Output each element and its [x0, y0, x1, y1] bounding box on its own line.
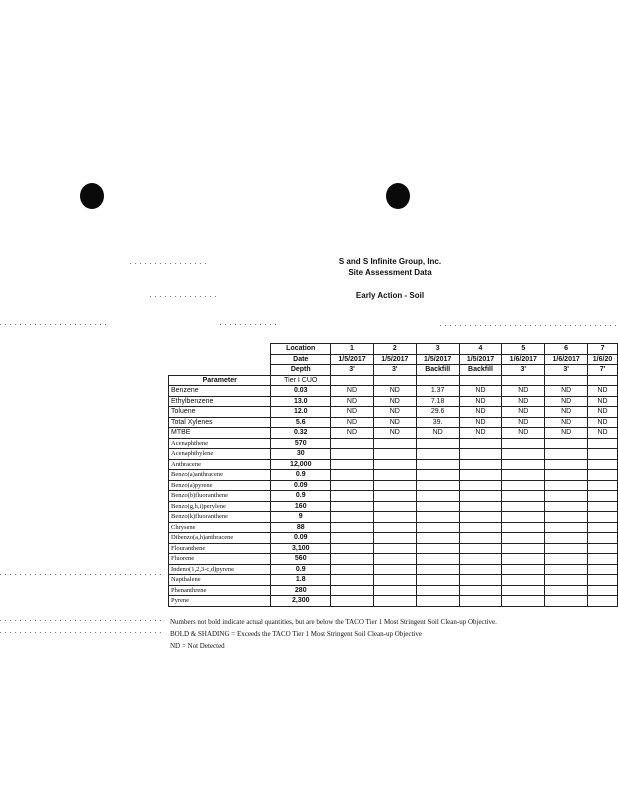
- result-cell: ND: [331, 417, 374, 428]
- table-row: [169, 522, 618, 533]
- result-cell: ND: [545, 407, 588, 418]
- result-cell: [588, 564, 618, 575]
- result-cell: [373, 585, 416, 596]
- result-cell: ND: [373, 386, 416, 397]
- result-cell: [416, 459, 459, 470]
- result-cell: [459, 438, 502, 449]
- cuo-value: 12,000: [271, 459, 331, 470]
- parameter-name: Benzo(g,h,i)perylene: [169, 501, 271, 512]
- result-cell: [588, 585, 618, 596]
- table-row: [169, 554, 618, 565]
- scan-noise: [0, 324, 110, 325]
- result-cell: [416, 438, 459, 449]
- result-cell: [331, 543, 374, 554]
- blank-cell: [416, 375, 459, 386]
- result-cell: [459, 512, 502, 523]
- result-cell: [331, 438, 374, 449]
- result-cell: [588, 543, 618, 554]
- parameter-name: Flouranthene: [169, 543, 271, 554]
- result-cell: [331, 491, 374, 502]
- result-cell: [545, 522, 588, 533]
- result-cell: ND: [588, 428, 618, 439]
- result-cell: [502, 449, 545, 460]
- result-cell: [331, 449, 374, 460]
- header-cell: 3': [373, 365, 416, 376]
- result-cell: [373, 533, 416, 544]
- scan-noise: [0, 620, 165, 621]
- blank-cell: [373, 375, 416, 386]
- result-cell: [331, 470, 374, 481]
- table-row: [169, 386, 618, 397]
- result-cell: [545, 449, 588, 460]
- result-cell: [373, 491, 416, 502]
- result-cell: [502, 480, 545, 491]
- result-cell: [373, 596, 416, 607]
- result-cell: [545, 564, 588, 575]
- result-cell: [331, 596, 374, 607]
- header-label: Depth: [271, 365, 331, 376]
- result-cell: [502, 512, 545, 523]
- cuo-value: 3,100: [271, 543, 331, 554]
- result-cell: [416, 512, 459, 523]
- result-cell: [545, 480, 588, 491]
- parameter-name: Benzene: [169, 386, 271, 397]
- header-label: Location: [271, 344, 331, 355]
- result-cell: [502, 522, 545, 533]
- result-cell: [502, 438, 545, 449]
- scan-noise: [0, 632, 165, 633]
- result-cell: [416, 470, 459, 481]
- result-cell: ND: [331, 396, 374, 407]
- result-cell: [588, 480, 618, 491]
- result-cell: [545, 438, 588, 449]
- result-cell: [416, 480, 459, 491]
- result-cell: [545, 491, 588, 502]
- result-cell: [373, 449, 416, 460]
- result-cell: [588, 459, 618, 470]
- header-cell: 1/6/2017: [545, 354, 588, 365]
- parameter-name: Toluene: [169, 407, 271, 418]
- table-row: [169, 470, 618, 481]
- result-cell: [459, 522, 502, 533]
- result-cell: [373, 564, 416, 575]
- blank-cell: [545, 375, 588, 386]
- result-cell: 7.18: [416, 396, 459, 407]
- table-row: [169, 491, 618, 502]
- result-cell: ND: [502, 428, 545, 439]
- parameter-name: Pyrene: [169, 596, 271, 607]
- blank-cell: [331, 375, 374, 386]
- result-cell: ND: [373, 396, 416, 407]
- table-row: [169, 428, 618, 439]
- result-cell: [545, 459, 588, 470]
- result-cell: ND: [502, 407, 545, 418]
- parameter-name: Total Xylenes: [169, 417, 271, 428]
- result-cell: ND: [545, 386, 588, 397]
- result-cell: [588, 596, 618, 607]
- result-cell: [373, 543, 416, 554]
- header-cell: Backfill: [416, 365, 459, 376]
- note-not-bold: Numbers not bold indicate actual quantities, but are below the TACO Tier 1 Most Stringent Soil Clean-up Objective.: [170, 618, 497, 626]
- table-row: [169, 438, 618, 449]
- blank-cell: [502, 375, 545, 386]
- cuo-value: 570: [271, 438, 331, 449]
- scan-noise: [150, 296, 220, 297]
- result-cell: [416, 501, 459, 512]
- result-cell: [588, 491, 618, 502]
- header-cell: 1: [331, 344, 374, 355]
- table-row: [169, 596, 618, 607]
- result-cell: [416, 585, 459, 596]
- result-cell: [545, 533, 588, 544]
- result-cell: ND: [459, 407, 502, 418]
- cuo-value: 0.32: [271, 428, 331, 439]
- result-cell: [373, 512, 416, 523]
- result-cell: [331, 459, 374, 470]
- result-cell: [331, 564, 374, 575]
- header-cell: 5: [502, 344, 545, 355]
- header-cell: 1/5/2017: [459, 354, 502, 365]
- parameter-name: Benzo(a)pyrene: [169, 480, 271, 491]
- parameter-name: Phenanthrene: [169, 585, 271, 596]
- result-cell: [502, 596, 545, 607]
- result-cell: [459, 470, 502, 481]
- result-cell: [459, 543, 502, 554]
- parameter-name: Napthalene: [169, 575, 271, 586]
- result-cell: [545, 470, 588, 481]
- blank-cell: [169, 354, 271, 365]
- result-cell: [416, 449, 459, 460]
- parameter-header-row: [169, 375, 618, 386]
- result-cell: [588, 512, 618, 523]
- result-cell: [502, 491, 545, 502]
- header-cell: 7': [588, 365, 618, 376]
- scan-noise: [220, 324, 280, 325]
- result-cell: ND: [373, 417, 416, 428]
- result-cell: [331, 575, 374, 586]
- result-cell: [588, 554, 618, 565]
- result-cell: [588, 449, 618, 460]
- result-cell: [502, 585, 545, 596]
- cuo-value: 160: [271, 501, 331, 512]
- table-row: [169, 459, 618, 470]
- result-cell: [588, 575, 618, 586]
- result-cell: ND: [331, 386, 374, 397]
- parameter-name: Ethylbenzene: [169, 396, 271, 407]
- note-bold-shading: BOLD & SHADING = Exceeds the TACO Tier 1 Most Stringent Soil Clean-up Objective: [170, 630, 422, 638]
- header-row: [169, 365, 618, 376]
- result-cell: [373, 438, 416, 449]
- result-cell: ND: [588, 417, 618, 428]
- result-cell: ND: [373, 428, 416, 439]
- result-cell: [416, 554, 459, 565]
- header-cell: Backfill: [459, 365, 502, 376]
- result-cell: [416, 564, 459, 575]
- result-cell: ND: [545, 417, 588, 428]
- result-cell: 39.: [416, 417, 459, 428]
- result-cell: [331, 554, 374, 565]
- result-cell: [416, 522, 459, 533]
- result-cell: ND: [545, 428, 588, 439]
- result-cell: [502, 501, 545, 512]
- result-cell: [459, 585, 502, 596]
- header-row: [169, 354, 618, 365]
- blank-cell: [169, 365, 271, 376]
- result-cell: [373, 522, 416, 533]
- header-cell: 3': [331, 365, 374, 376]
- result-cell: ND: [588, 396, 618, 407]
- result-cell: [459, 596, 502, 607]
- cuo-value: 5.6: [271, 417, 331, 428]
- cuo-value: 0.9: [271, 470, 331, 481]
- result-cell: [373, 480, 416, 491]
- cuo-value: 12.0: [271, 407, 331, 418]
- cuo-value: 0.09: [271, 480, 331, 491]
- blank-cell: [169, 344, 271, 355]
- report-subtitle: Site Assessment Data: [348, 268, 432, 277]
- parameter-name: Fluorene: [169, 554, 271, 565]
- result-cell: [459, 459, 502, 470]
- parameter-name: Benzo(a)anthracene: [169, 470, 271, 481]
- header-cell: 1/5/2017: [331, 354, 374, 365]
- result-cell: [588, 501, 618, 512]
- result-cell: [545, 543, 588, 554]
- parameter-name: MTBE: [169, 428, 271, 439]
- cuo-header: Tier I CUO: [271, 375, 331, 386]
- parameter-header: Parameter: [169, 375, 271, 386]
- result-cell: [331, 533, 374, 544]
- result-cell: [373, 501, 416, 512]
- soil-data-table: [168, 343, 618, 607]
- result-cell: ND: [459, 428, 502, 439]
- result-cell: [373, 575, 416, 586]
- header-cell: 1/5/2017: [416, 354, 459, 365]
- header-cell: 1/6/20: [588, 354, 618, 365]
- parameter-name: Indeno(1,2,3-c,d)pyrene: [169, 564, 271, 575]
- scan-noise: [130, 263, 210, 264]
- result-cell: [416, 596, 459, 607]
- cuo-value: 13.0: [271, 396, 331, 407]
- result-cell: [373, 554, 416, 565]
- result-cell: [459, 554, 502, 565]
- result-cell: [545, 554, 588, 565]
- header-cell: 3': [545, 365, 588, 376]
- result-cell: [459, 449, 502, 460]
- table-row: [169, 564, 618, 575]
- cuo-value: 0.03: [271, 386, 331, 397]
- header-cell: 7: [588, 344, 618, 355]
- cuo-value: 1.8: [271, 575, 331, 586]
- parameter-name: Benzo(b)fluoranthene: [169, 491, 271, 502]
- blank-cell: [459, 375, 502, 386]
- result-cell: ND: [416, 428, 459, 439]
- result-cell: [588, 470, 618, 481]
- table-row: [169, 407, 618, 418]
- result-cell: [459, 564, 502, 575]
- result-cell: 1.37: [416, 386, 459, 397]
- table-row: [169, 449, 618, 460]
- parameter-name: Acenaphthylene: [169, 449, 271, 460]
- note-not-detected: ND = Not Detected: [170, 642, 225, 650]
- table-row: [169, 480, 618, 491]
- punch-hole-left: [80, 183, 104, 209]
- table-row: [169, 512, 618, 523]
- result-cell: [459, 480, 502, 491]
- result-cell: ND: [502, 386, 545, 397]
- result-cell: [373, 459, 416, 470]
- result-cell: [331, 512, 374, 523]
- result-cell: [502, 564, 545, 575]
- parameter-name: Chrysene: [169, 522, 271, 533]
- result-cell: [588, 438, 618, 449]
- cuo-value: 30: [271, 449, 331, 460]
- result-cell: ND: [588, 407, 618, 418]
- result-cell: [373, 470, 416, 481]
- result-cell: [331, 585, 374, 596]
- result-cell: ND: [459, 396, 502, 407]
- result-cell: [545, 512, 588, 523]
- company-name: S and S Infinite Group, Inc.: [338, 257, 442, 266]
- cuo-value: 280: [271, 585, 331, 596]
- blank-cell: [588, 375, 618, 386]
- result-cell: [545, 575, 588, 586]
- table-row: [169, 575, 618, 586]
- cuo-value: 560: [271, 554, 331, 565]
- parameter-name: Benzo(k)fluoranthene: [169, 512, 271, 523]
- scan-noise: [440, 325, 618, 326]
- punch-hole-right: [386, 183, 410, 209]
- cuo-value: 9: [271, 512, 331, 523]
- table-row: [169, 417, 618, 428]
- result-cell: 29.6: [416, 407, 459, 418]
- result-cell: [502, 533, 545, 544]
- result-cell: [502, 459, 545, 470]
- cuo-value: 0.09: [271, 533, 331, 544]
- header-cell: 6: [545, 344, 588, 355]
- result-cell: [588, 533, 618, 544]
- cuo-value: 0.9: [271, 491, 331, 502]
- result-cell: [545, 501, 588, 512]
- table-row: [169, 543, 618, 554]
- result-cell: [502, 543, 545, 554]
- result-cell: ND: [373, 407, 416, 418]
- result-cell: [459, 575, 502, 586]
- result-cell: ND: [459, 417, 502, 428]
- table-row: [169, 396, 618, 407]
- cuo-value: 2,300: [271, 596, 331, 607]
- result-cell: [502, 575, 545, 586]
- report-section-title: Early Action - Soil: [355, 291, 425, 300]
- header-row: [169, 344, 618, 355]
- result-cell: [331, 480, 374, 491]
- header-cell: 1/5/2017: [373, 354, 416, 365]
- cuo-value: 0.9: [271, 564, 331, 575]
- result-cell: [502, 470, 545, 481]
- result-cell: [459, 533, 502, 544]
- result-cell: [545, 596, 588, 607]
- parameter-name: Dibenzo(a,h)anthracene: [169, 533, 271, 544]
- result-cell: ND: [588, 386, 618, 397]
- header-cell: 3: [416, 344, 459, 355]
- table-row: [169, 501, 618, 512]
- result-cell: [459, 501, 502, 512]
- scan-noise: [0, 574, 165, 575]
- result-cell: [545, 585, 588, 596]
- result-cell: ND: [502, 396, 545, 407]
- parameter-name: Acenaphthene: [169, 438, 271, 449]
- table-row: [169, 585, 618, 596]
- result-cell: [416, 543, 459, 554]
- header-cell: 4: [459, 344, 502, 355]
- result-cell: [502, 554, 545, 565]
- header-label: Date: [271, 354, 331, 365]
- header-cell: 3': [502, 365, 545, 376]
- header-cell: 2: [373, 344, 416, 355]
- parameter-name: Anthracene: [169, 459, 271, 470]
- table-row: [169, 533, 618, 544]
- result-cell: [331, 522, 374, 533]
- result-cell: [416, 575, 459, 586]
- cuo-value: 88: [271, 522, 331, 533]
- result-cell: [416, 491, 459, 502]
- result-cell: ND: [545, 396, 588, 407]
- result-cell: ND: [331, 407, 374, 418]
- result-cell: [459, 491, 502, 502]
- result-cell: [588, 522, 618, 533]
- result-cell: ND: [459, 386, 502, 397]
- header-cell: 1/6/2017: [502, 354, 545, 365]
- result-cell: ND: [502, 417, 545, 428]
- result-cell: [331, 501, 374, 512]
- result-cell: ND: [331, 428, 374, 439]
- result-cell: [416, 533, 459, 544]
